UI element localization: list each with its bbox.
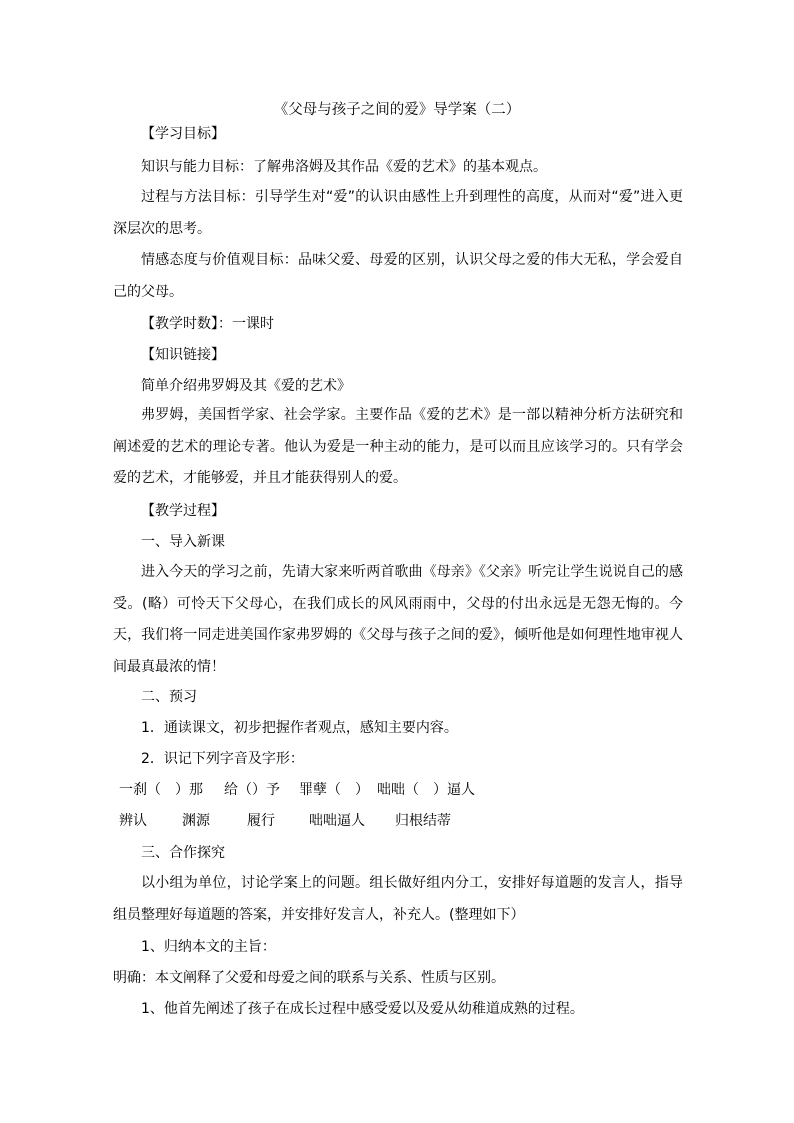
knowledge-link-body: 弗罗姆，美国哲学家、社会学家。主要作品《爱的艺术》是一部以精神分析方法研究和阐述爱的艺术的理论专著。他认为爱是一种主动的能力，是可以而且应该学习的。只有学会爱的艺术，才能够爱，并且才能获得别人的爱。 bbox=[113, 407, 683, 486]
preview-item-1: 1．通读课文，初步把握作者观点，感知主要内容。 bbox=[141, 720, 458, 736]
question-1: 1、归纳本文的主旨： bbox=[141, 939, 276, 955]
section-two-title: 二、预习 bbox=[141, 689, 197, 705]
point-1: 1、他首先阐述了孩子在成长过程中感受爱以及爱从幼稚道成熟的过程。 bbox=[141, 1001, 584, 1017]
word-list-row-2 bbox=[119, 811, 451, 831]
objective-emotion: 情感态度与价值观目标：品味父爱、母爱的区别，认识父母之爱的伟大无私，学会爱自己的父母。 bbox=[113, 252, 683, 300]
word-item: 履行 bbox=[247, 813, 275, 829]
section-three-body: 以小组为单位，讨论学案上的问题。组长做好组内分工，安排好每道题的发言人，指导组员整理好每道题的答案，并安排好发言人，补充人。(整理如下） bbox=[113, 875, 683, 923]
objective-knowledge: 知识与能力目标：了解弗洛姆及其作品《爱的艺术》的基本观点。 bbox=[141, 159, 547, 175]
word-item: 辨认 bbox=[119, 813, 147, 829]
knowledge-link-intro: 简单介绍弗罗姆及其《爱的艺术》 bbox=[141, 378, 351, 394]
section-one-title: 一、导入新课 bbox=[141, 534, 225, 550]
section-one-body: 进入今天的学习之前，先请大家来听两首歌曲《母亲》《父亲》听完让学生说说自己的感受。(略）可怜天下父母心，在我们成长的风风雨雨中，父母的付出永远是无怨无悔的。今天，我们将一同走进美国作家弗罗姆的《父母与孩子之间的爱》，倾听他是如何理性地审视人间最真最浓的情！ bbox=[113, 564, 683, 675]
answer-text: 明确：本文阐释了父爱和母爱之间的联系与关系、性质与区别。 bbox=[113, 970, 505, 986]
word-item: 咄咄（ ）逼人 bbox=[377, 782, 475, 798]
word-item: 咄咄逼人 bbox=[309, 813, 365, 829]
word-item: 罪孽（ ） bbox=[299, 782, 369, 798]
teaching-hours: 【教学时数】：一课时 bbox=[141, 316, 274, 332]
word-item: 归根结蒂 bbox=[395, 813, 451, 829]
preview-item-2: 2．识记下列字音及字形： bbox=[141, 751, 304, 767]
word-item: 渊源 bbox=[182, 813, 210, 829]
word-item: 一刹（ ）那 bbox=[119, 782, 203, 798]
objectives-heading: 【学习目标】 bbox=[141, 126, 225, 142]
page-title: 《父母与孩子之间的爱》导学案（二） bbox=[273, 102, 521, 118]
word-list-row-1 bbox=[119, 780, 475, 800]
knowledge-link-heading: 【知识链接】 bbox=[141, 347, 225, 363]
word-item: 给（）予 bbox=[224, 782, 280, 798]
process-heading: 【教学过程】 bbox=[141, 503, 225, 519]
objective-process: 过程与方法目标：引导学生对“爱”的认识由感性上升到理性的高度，从而对“爱”进入更深层次的思考。 bbox=[113, 189, 683, 237]
section-three-title: 三、合作探究 bbox=[141, 845, 225, 861]
